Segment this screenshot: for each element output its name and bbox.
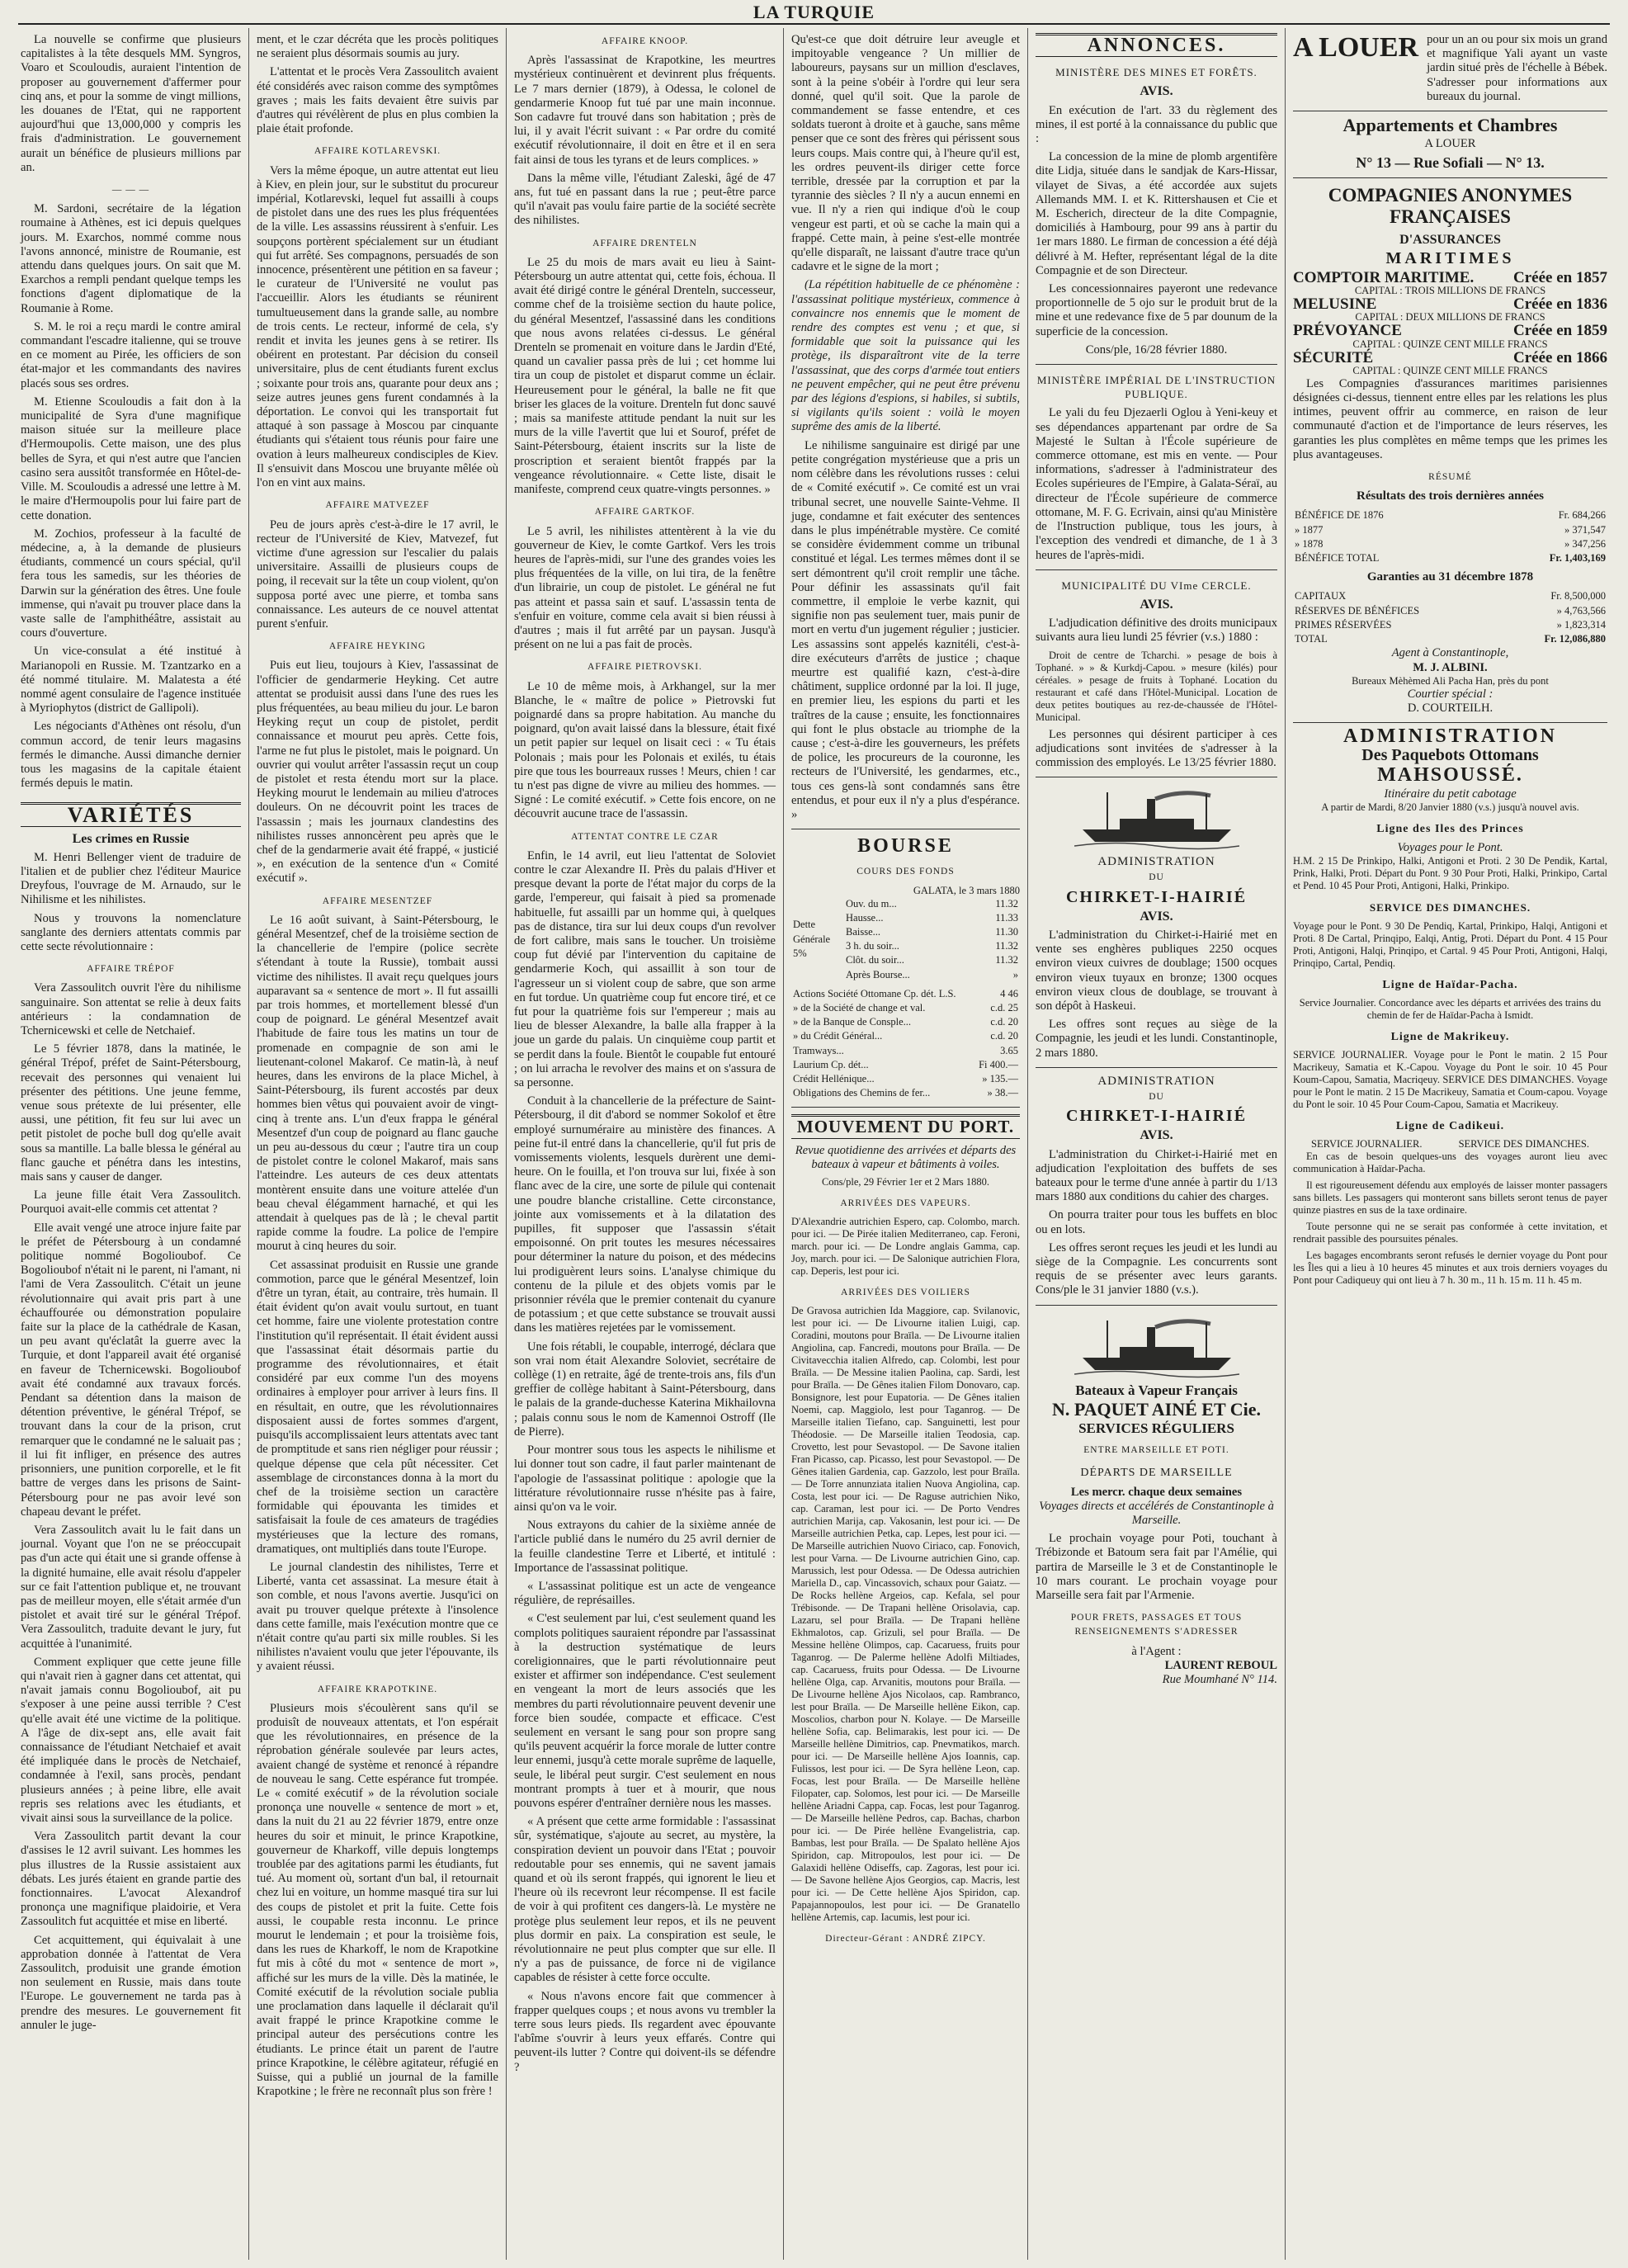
article-paragraph: Nous extrayons du cahier de la sixième année de l'article publié dans le numéro du 25 avril dernier de la feuille clandestine Terre et Liberté, et intitulé : Importance de l'assassinat politique. (514, 1519, 776, 1575)
table-row: » de la Banque de Consple... c.d. 20 (793, 1016, 1018, 1028)
table-row: Hausse... 11.33 (846, 911, 1018, 924)
subheading: AFFAIRE PIETROVSKI. (587, 662, 702, 673)
ad-admin: ADMINISTRATION (1097, 855, 1215, 869)
subheading: ARRIVÉES DES VOILIERS (841, 1288, 970, 1298)
article-paragraph: Le 16 août suivant, à Saint-Pétersbourg, le général Mesentzef, chef de la troisième section de la chancellerie de l'empire (police secrète s'étendant à toute la Russie), tombait aussi victime des nihilistes. Il avait reçu quelques jours auparavant sa « sentence de mort ». Il fut assailli par trois hommes, et mortellement blessé d'un coup de poignard. Le général Mesentzef avait l'habitude de faire tous les matins un tour de promenade en compagnie de son ami le lieutenant-colonel Makarof. Ce matin-là, à neuf heures, dans les environs de la place Michel, à Saint-Pétersbourg, ils furent accostés par deux hommes bien vêtus qui pouvaient avoir de vingt-cinq à trente ans. L'un d'eux frappa le général Mesentzef d'un coup de poignard au flanc gauche un peu au-dessous du cœur ; l'autre tira un coup de pistolet contre le colonel Makarof, mais sans l'atteindre. Les auteurs de ces deux attentats montèrent ensuite dans une voiture attelée d'un beau cheval élégamment harnaché, et qui les attendait à quelques pas de là ; le cheval partit rapide comme la foudre. La police de l'empire mourut à cinq heures du soir. (257, 913, 498, 1254)
table-row: PRIMES RÉSERVÉES » 1,823,314 (1295, 618, 1606, 631)
line-heading: Ligne de Makrikeuy. (1390, 1030, 1510, 1043)
columns (13, 28, 1615, 2260)
article-paragraph: La jeune fille était Vera Zassoulitch. Pourquoi avait-elle commis cet attentat ? (21, 1188, 241, 1217)
article-paragraph: Plusieurs mois s'écoulèrent sans qu'il se produisît de nouveaux attentats, et l'on espérait que les révolutionnaires, en présence de la réprobation générale soulevée par leurs actes, avaient changé de système et renoncé à répandre de nouveau le sang. Cette espérance fut trompée. Le « comité exécutif » de la révolution sociale prononça une nouvelle « sentence de mort » et, dans la nuit du 21 au 22 février 1879, entre onze heures du soir et minuit, le prince Krapotkine, gouverneur de Kharkoff, ville depuis longtemps troublée par des agitations parmi les étudiants, fut tué. Au moment où, sortant d'un bal, il retournait chez lui en voiture, un homme masqué tira sur lui des coups de pistolet et prit la fuite. Cette fois aussi, le coupable resta inconnu. Le prince mourut le lendemain ; et pour la troisième fois, dans les rues de Kharkoff, le nom de Krapotkine fut mis à côté du mot « sentence de mort », affiché sur les murs de la ville. Dès la matinée, le Comité exécutif de la révolution sociale publia une proclamation dans laquelle il déclarait qu'il avait frappé le prince Krapotkine comme le principal auteur des persécutions contre les étudiants. Le prince était un parent de l'autre prince Krapotkine, le célèbre agitateur, réfugié en Suisse, qui a publié un journal de la famille Krapotkine ; le frère ne reconnaît plus son frère ! (257, 1701, 498, 2099)
table-row: Clôt. du soir... 11.32 (846, 954, 1018, 966)
ad-admin: ADMINISTRATION (1343, 725, 1557, 748)
list-item: COMPTOIR MARITIME. Créée en 1857 (1293, 269, 1607, 287)
article-paragraph: Cet assassinat produisit en Russie une grande commotion, parce que le général Mesentzef, loin d'être un tyran, était, au contraire, très humain. Il était évident qu'on avait voulu surtout, en tuant cet homme, faire une violente protestation contre l'institution qu'il représentait. Il était évident aussi que l'assassinat était désormais partie du programme des révolutionnaires, et était considéré par eux comme l'un des moyens ordinaires à employer pour arriver à leurs fins. Il en résultait, en outre, que les révolutionnaires disposaient aussi de fortes sommes d'argent, puisqu'ils accomplissaient leurs attentats avec tant de promptitude et sans rien négliger pour réussir ; quelque dépense que cela pût nécessiter. Cet assemblage de circonstances donna à la mort du chef de la troisième section un caractère formidable qui épouvanta les timides et satisfaisait la foule de ces amateurs de tragédies mystérieuses que la lecture des romans, dramatiques, ont multipliés dans toute l'Europe. (257, 1258, 498, 1556)
ad-date: Cons/ple, 16/28 février 1880. (1085, 343, 1228, 357)
article-paragraph: ment, et le czar décréta que les procès politiques ne seraient plus désormais soumis au jury. (257, 33, 498, 61)
article-paragraph: Qu'est-ce que doit détruire leur aveugle et impitoyable vengeance ? Un millier de laboureurs, paysans sur un million d'esclaves, sont à la peine s'obéir à l'ordre qui leur sera donné, quel qu'il soit. Que la parole de commandement se fasse entendre, et ces soldats tueront à droite et à gauche, sans même penser que ce sont des frères qui périssent sous leurs coups. Mais contre qui, à l'heure qu'il est, les ordres peuvent-ils diriger cette force terrible, dressée par la corruption et par la tyrannie des siècles ? Il n'y a aucun ennemi en vue. Il n'y a rien qui indique d'où le coup vengeur est parti, et où se cache la main qui a frappé. Cette main, à peine s'est-elle montrée qu'elle disparaît, ne laissant d'autre trace qu'un cadavre et le signe de la mort ; (791, 33, 1020, 274)
ad-company: MAHSOUSSÉ. (1377, 763, 1523, 786)
table-row: » 1878 » 347,256 (1295, 537, 1606, 550)
table-row: Après Bourse... » (846, 968, 1018, 980)
bourse-title: BOURSE (857, 835, 954, 858)
column-1: La nouvelle se confirme que plusieurs capitalistes à la tête desquels MM. Syngros, Voaro et Scouloudis, auraient l'intention de proposer au gouvernement d'affermer pour cinq ans, et pour la somme de vingt millions, les douanes de l'Etat, qui ne rapportent aujourd'hui que 13,000,000 y compris les frais d'administration. Le gouvernement aurait un bénéfice de plusieurs millions par an. — — — M. Sardoni, secrétaire de la légation roumaine à Athènes, est ici depuis quelques jours. M. Exarchos, nommé comme nous l'avons annoncé, ministre de Roumanie, est attendu dans quelques jours. On sait que M. Exarchos a rempli pendant quelque temps les fonctions d'agent diplomatique de la Roumanie à Rome. S. M. le roi a reçu mardi le contre amiral commandant l'escadre italienne, qui se trouve en ce moment au Pirée, les officiers de son état-major et les commandants des navires placés sous ses ordres. M. Etienne Scouloudis a fait don à la municipalité de Syra d'une magnifique maison située sur la meilleure place d'Hermoupolis. Cette maison, une des plus belles de Syra, et qui n'est autre que l'ancien casino sera aussitôt transformée en Hôtel-de-Ville. M. Scouloudis a adressé une lettre à M. le maire d'Hermoupolis pour lui faire part de cette donation. M. Zochios, professeur à la faculté de médecine, a, à la demande de plusieurs étudiants, commencé un cours spécial, qu'il fera tous les samedis, sur les théories de Darwin sur la génération des êtres. Une foule immense, qui n'avait pu trouver place dans la vaste salle de l'amphithéâtre, assistait au cours d'ouverture. Un vice-consulat a été institué à Marianopoli en Russie. M. Tzantzarko en a été nommé titulaire. M. Malatesta a été nommé agent consulaire de l'agence instituée à Myriophytos (district de Gallipoli). Les négociants d'Athènes ont résolu, d'un commun accord, de tenir leurs magasins fermés le dimanche. Aussi dimanche dernier tous les magasins de la capitale étaient fermés depuis le matin. VARIÉTÉS Les crimes en Russie M. Henri Bellenger vient de traduire de l'italien et de publier chez l'éditeur Maurice Dreyfous, l'ouvrage de M. Arnaudo, sur le Nihilisme et les nihilistes. Nous y trouvons la nomenclature sanglante des derniers attentats commis par cette secte révolutionnaire : AFFAIRE TRÉPOF Vera Zassoulitch ouvrit l'ère du nihilisme sanguinaire. Son attentat se relie à deux faits antérieurs : la condamnation de Tchernicewski et celle de Netchaief. Le 5 février 1878, dans la matinée, le général Trépof, préfet de Saint-Pétersbourg, recevait des personnes qui venaient lui présenter des pétitions. Une jeune femme, venue sous prétexte de lui présenter, elle aussi, une pétition, fit feu sur lui avec un petit pistolet de poche bull dog qu'elle avait sous sa mantille. La balle blessa le général au flanc gauche et pénétra dans les intestins, mais sans y causer de danger. La jeune fille était Vera Zassoulitch. Pourquoi avait-elle commis cet attentat ? Elle avait vengé une atroce injure faite par le préfet de Pétersbourg à un condamné politique nommé Bogolioubof. Ce Bogolioubof n'était ni le parent, ni l'amant, ni l'ami de Vera Zassoulitch. C'était un jeune révolutionnaire qui avait pris part à une échauffourée ou démonstration populaire faite sur la place de la cathédrale de Kasan, un peu avant qu'éclatât la guerre avec la Turquie, et dont l'appareil avait été organisé en faveur de Tchernicewski. Bogolioubof avait été condamné aux travaux forcés. Pendant sa détention dans la maison de détention préventive, le général Trépof, se trouvant dans la cour de la prison, crut remarquer que le condamné ne le saluait pas ; il lui fit infliger, en présence des autres prisonniers, une punition corporelle, et le fit battre de verges dans les prisons de Saint-Pétersbourg pour ne pas avoir levé son chapeau devant le préfet. Vera Zassoulitch avait lu le fait dans un journal. Voyant que l'on ne se préoccupait pas d'un acte qui était une si grande offense à la dignité humaine, elle avait résolu d'appeler sur ce fait l'attention publique et, ne trouvant pas de meilleur moyen, elle s'était armée d'un pistolet et avait tiré sur le général Trépof. Vera Zassoulitch, traduite devant le jury, fut acquittée à l'unanimité. Comment expliquer que cette jeune fille qui n'avait rien à gagner dans cet attentat, qui n'avait jamais connu Bogolioubof, ait pu s'exposer à une peine aussi terrible ? C'est qu'elle avait été une victime de la politique. A l'âge de dix-sept ans, elle avait fait connaissance de l'étudiant Netchaief et avait été impliquée dans le procès de Netchaief, condamnée à l'exil, sans procès, pendant plusieurs années ; à peine libre, elle avait repris ses relations avec les étudiants, et vivait ainsi sous la surveillance de la police. Vera Zassoulitch partit devant la cour d'assises le 12 avril suivant. Les hommes les plus illustres de la Russie assistaient aux débats. Les jurés étaient en grande partie des fonctionnaires. L'avocat Alexandrof prononça une magnifique plaidoirie, et Vera Zassoulitch fut acquittée et mise en liberté. Cet acquittement, qui équivalait à une approbation donnée à l'attentat de Vera Zassoulitch, produisit une grande émotion non seulement en Russie, mais dans toute l'Europe. Le gouvernement ne tarda pas à prendre des mesures. Le gouvernement fit annuler le juge- (13, 28, 249, 2260)
news-paragraph: M. Zochios, professeur à la faculté de médecine, a, à la demande de plusieurs étudiants, commencé un cours spécial, qu'il fera tous les samedis, sur les théories de Darwin sur la génération des êtres. Une foule immense, qui n'avait pu trouver place dans la vaste salle de l'amphithéâtre, assistait au cours d'ouverture. (21, 527, 241, 640)
subheading: AFFAIRE KNOOP. (601, 36, 689, 46)
article-paragraph: (La répétition habituelle de ce phénomène : l'assassinat politique mystérieux, commence à convaincre nos ennemis que le moment de rendre des comptes est venu ; et que, si formidable que soit la puissance qui les protège, ils disparaîtront vite de la terre l'assassinat, que des corps d'armée tout entiers ne peuvent empêcher, qui ne peut être prévenu par des légions d'espions, si habiles, si subtils, si vigilants qu'ils soient : voilà le moyen suprême des amis de la liberté. (791, 278, 1020, 434)
article-paragraph: Le journal clandestin des nihilistes, Terre et Liberté, vanta cet assassinat. La mesure était à son comble, et nous l'avons avertie. Jusqu'ici on avait pu trouver quelque prétexte à l'insolence dans cette famille, mais l'exécution montre que ce n'était contre qu'au parti six mille roubles. Si les nihilistes n'avaient voulu que jeter l'épouvante, ils y avaient réussi. (257, 1560, 498, 1674)
list-item: SÉCURITÉ Créée en 1866 (1293, 348, 1607, 366)
subheading: ATTENTAT CONTRE LE CZAR (571, 831, 719, 842)
masthead: LA TURQUIE (753, 2, 875, 22)
list-item: MELUSINE Créée en 1836 (1293, 295, 1607, 314)
table-row: BÉNÉFICE TOTAL Fr. 1,403,169 (1295, 552, 1606, 565)
ad-paragraph: On pourra traiter pour tous les buffets en bloc ou en lots. (1036, 1208, 1277, 1236)
companies-list: COMPTOIR MARITIME. Créée en 1857 CAPITAL : TROIS MILLIONS DE FRANCS MELUSINE Créée en 1836 CAPITAL : DEUX MILLIONS DE FRANCS PRÉVOYANCE Créée en 1859 CAPITAL : QUINZE CENT MILLE FRANCS SÉCURITÉ Créée en 1866 CAPITAL : QUINZE CENT MILLE FRANCS (1293, 269, 1607, 376)
steamship-icon (1074, 784, 1239, 850)
article-paragraph: Vera Zassoulitch avait lu le fait dans un journal. Voyant que l'on ne se préoccupait pas d'un acte qui était une si grande offense à la dignité humaine, elle avait résolu d'appeler sur ce fait l'attention publique et, ne trouvant pas de meilleur moyen, elle s'était armée d'un pistolet et avait tiré sur le général Trépof. Vera Zassoulitch, traduite devant le jury, fut acquittée à l'unanimité. (21, 1523, 241, 1651)
ad-paragraph: Les concessionnaires payeront une redevance proportionnelle de 5 ojo sur le produit brut de la mine et une redevance fixe de 5 par dounum de la superficie de la concession. (1036, 282, 1277, 338)
avis-label: AVIS. (1140, 597, 1173, 612)
list-item: PRÉVOYANCE Créée en 1859 (1293, 322, 1607, 340)
ad-company: CHIRKET-I-HAIRIÉ (1065, 1107, 1248, 1126)
column-6: A LOUER pour un an ou pour six mois un grand et magnifique Yali ayant un vaste jardin situé près de l'échelle à Bébek. S'adresser pour informations aux bureaux du journal. Appartements et Chambres A LOUER N° 13 — Rue Sofiali — N° 13. COMPAGNIES ANONYMES FRANÇAISES D'ASSURANCES MARITIMES COMPTOIR MARITIME. Créée en 1857 CAPITAL : TROIS MILLIONS DE FRANCS MELUSINE Créée en 1836 CAPITAL : DEUX MILLIONS DE FRANCS PRÉVOYANCE Créée en 1859 CAPITAL : QUINZE CENT MILLE FRANCS SÉCURITÉ Créée en 1866 CAPITAL : QUINZE CENT MILLE FRANCS Les Compagnies d'assurances maritimes parisiennes désignées ci-dessus, tiennent entre elles par les relations les plus intimes, peuvent offrir au commerce, en raison de leur communauté d'action et de l'importance de leurs réserves, les garanties les plus complètes en même temps que les primes les plus avantageuses. RÉSUMÉ Résultats des trois dernières années BÉNÉFICE DE 1876 Fr. 684,266 » 1877 » 371,547 » 1878 » 347,256 BÉNÉFICE TOTAL Fr. 1,403,169 Garanties au 31 décembre 1878 CAPITAUX Fr. 8,500,000 RÉSERVES DE BÉNÉFICES » 4,763,566 PRIMES RÉSERVÉES » 1,823,314 TOTAL Fr. 12,086,880 Agent à Constantinople, M. J. ALBINI. Bureaux Mèhèmed Ali Pacha Han, près du pont Courtier spécial : D. COURTEILH. ADMINISTRATION Des Paquebots Ottomans MAHSOUSSÉ. Itinéraire du petit cabotage A partir de Mardi, 8/20 Janvier 1880 (v.s.) jusqu'à nouvel avis. Ligne des Iles des Princes Voyages pour le Pont. H.M. 2 15 De Prinkipo, Halki, Antigoni et Proti. 2 30 De Pendik, Kartal, Prink, Halki, Proti. Départ du Pont. 9 30 Pour Proti, Halki, Prinkipo, Cartal et Pend. 10 45 Pour Proti, Antigoni, Halki, Prinkipo. SERVICE DES DIMANCHES. Voyage pour le Pont. 9 30 De Pendiq, Kartal, Prinkipo, Halqi, Antigoni et Proti. 8 De Cartal, Prinqipo, Ealqi, Antig, Proti. Départ du Pont. 4 15 Pour Proti, Antigoni, Halqi, Prinqipo, et Cartal. 9 45 Pour Proti, Antigoni, Halqi, Prinqipo, Cartal, Pendiq. Ligne de Haïdar-Pacha. Service Journalier. Concordance avec les départs et arrivées des trains du chemin de fer de Haïdar-Pacha à Ismidt. Ligne de Makrikeuy. SERVICE JOURNALIER. Voyage pour le Pont le matin. 2 15 Pour Macrikeuy, Samatia et K.-Capou. Voyage du Pont le soir. 10 45 Pour Koum-Capou, Samatia, Macriqeuy. SERVICE DES DIMANCHES. Voyage pour le Pont le matin. 2 15 De Macrikeuy, Samatia et Coum-capou. Voyage du Pont le soir. 10 45 Pour Coum-Capou, Samatia et Macrikeuy. Ligne de Cadikeui. SERVICE JOURNALIER. SERVICE DES DIMANCHES. En cas de besoin quelques-uns des voyages auront lieu avec communication à Haïdar-Pacha. Il est rigoureusement défendu aux employés de laisser monter passagers sans billets. Les passagers qui monteront sans billets seront tenus de payer quinze piastres en sus de la taxe ordinaire. Toute personne qui ne se serait pas conformée à cette invitation, et rendrait passible des poursuites pénales. Les bagages encombrants seront refusés le dernier voyage du Pont pour les Îles qui a lieu à 10 heures 45 minutes et aux trois derniers voyages du Pont pour Cadiqueuy qui ont lieu à 7 h. 30 m., 11 h. 15 m. 11 h. 45 m. (1293, 32, 1607, 1287)
article-paragraph: Enfin, le 14 avril, eut lieu l'attentat de Soloviet contre le czar Alexandre II. Près du palais d'Hiver et presque devant la porte de l'état major du corps de la garde, l'empereur, qui faisait à pied sa promenade habituelle, fut assailli par un homme qui, à quelques pas de distance, tira sur lui deux coups d'un revolver de fort calibre, mais sans le toucher. Un troisième coup fut dévié par l'intervention du capitaine de gendarmerie Koch, qui assaillit à son tour de l'agresseur un si violent coup de sabre, que son arme en fut tordue. Un quatrième coup fut encore tiré, et ce fut pour la quatrième fois sur l'empereur ; mais au lieu de blesser Alexandre, la balle alla frapper à la joue un garde du palais. Un cinquième coup partit et se perdit dans la foule. Bientôt le coupable fut entouré ; on lui arracha le revolver des mains et on s'assura de sa personne. (514, 848, 776, 1090)
article-paragraph: Le 10 de même mois, à Arkhangel, sur la mer Blanche, le « maître de police » Pietrovski fut poignardé dans sa propre habitation. Au manche du poignard, qu'on avait laissé dans la blessure, était fixé un petit papier sur lequel on lisait ceci : « Tu étais Polonais ; mais pour les Polonais et exilés, tu étais pire que tous les bourreaux russes ! Meurs, chien ! car tu n'est pas digne de vivre au milieu des hommes. — Signé : Le comité exécutif. » Cette fois encore, on ne découvrit aucune trace de l'assassin. (514, 679, 776, 821)
ad-paragraph: Les offres sont reçues au siège de la Compagnie, les jeudi et les lundi. Constantinople, 2 mars 1880. (1036, 1018, 1277, 1060)
table-row: » de la Société de change et val. c.d. 25 (793, 1002, 1018, 1014)
subheading: AFFAIRE DRENTELN (592, 238, 697, 248)
news-paragraph: S. M. le roi a reçu mardi le contre amiral commandant l'escadre italienne, qui se trouve en ce moment au Pirée, les officiers de son état-major et les commandants des navires placés sous ses ordres. (21, 319, 241, 390)
avis-label: AVIS. (1140, 1128, 1173, 1143)
subheading: AFFAIRE HEYKING (328, 641, 427, 652)
article-paragraph: « C'est seulement par lui, c'est seulement quand les complots politiques sauraient répondre par l'assassinat à la destruction systématique de leurs coreligionnaires, que le parti révolutionnaire peut exister et affirmer son indépendance. C'est seulement en vengeant la mort de leurs associés que les membres du parti révolutionnaire peuvent devenir une force bien soudée, compacte et efficace. C'est seulement en versant le sang pour son propre sang qu'ils peuvent acquérir la force morale de lutter contre leur ennemi, jusqu'à cette morale suprême de laquelle, seule, le libéral peut surgir. C'est seulement en nous montrant prompts à tuer et à mourir, que nous pouvons espérer d'entraîner dernière nous les masses. (514, 1612, 776, 1810)
voiliers-list: De Gravosa autrichien Ida Maggiore, cap. Svilanovic, lest pour ici. — De Livourne italien Luigi, cap. Coradini, moutons pour Braïla. — De Livourne italien Angiolina, cap. Fancredi, moutons pour Braïla. — De Civitavecchia italien Alfredo, cap. Colombi, lest pour Braïla. — De Messine italien Paolina, cap. Sardi, lest pour Braïla. — De Gênes italien Filom Donovaro, cap. Bonsignore, lest pour Eupatoria. — De Gênes italien Noemi, cap. Maggiolo, lest pour Taganrog. — De Marseille italien Tiefano, cap. Sanguinetti, lest pour Théodosie. — De Marseille italien Teodosia, cap. Crovetto, lest pour Sevastopol. — De Savone italien Fran Picasso, cap. Picasso, lest pour Sevastopol. — De Gênes italien Gardenia, cap. Gazzolo, lest pour Braïla. — De Torre annunziata italien Nuova Angiolina, cap. Costa, lest pour ici. — De Raguse autrichien Niko, cap. Caraman, lest pour ici. — De Porto Vendres autrichien Marija, cap. Vakosanin, lest pour ici. — De Marseille autrichien Petka, cap. Lepes, lest pour ici. — De Marseille autrichien Nuovo Ciriaco, cap. Fonovich, lest pour Varna. — De Livourne autrichien Gino, cap. Marussich, lest pour Odessa. — De Odessa autrichien Mariella D., cap. Vincassovich, schaux pour Gaiatz. — De Rocks hellène Argeios, cap. Kefala, sel pour Trébisonde. — De Trapani hellène Orisolavia, cap. Lazaru, sel pour Braïla. — De Trapani hellène Ekhmalotos, cap. Grizuli, sel pour Braïla. — De Messine hellène Olimpos, cap. Cacaruess, fruits pour Taganrog. — De Palerme hellène Adolfi Miltiades, cap. Cacaruess, fruits pour Odessa. — De Livourne hellène Olga, cap. Arvanitis, moutons pour Braïla. — De Livourne hellène Ajos Nicolaos, cap. Rambranco, lest pour Braïla. — De Marseille hellène Eikon, cap. Moscolios, charbon pour N. Kolaye. — De Marseille hellène Sofia, cap. Belimarakis, lest pour ici. — De Marseille hellène Dimitrios, cap. Pnevmatikos, march. pour ici. — De Marseille hellène Ajos Ioannis, cap. Fulissos, lest pour ici. — De Syra hellène Leon, cap. Focas, lest pour Braïla. — De Marseille hellène Filopater, cap. Solomos, lest pour ici. — De Marseille hellène Ariadni Cappa, cap. Focas, lest pour Taganrog. — De Marseille hellène Pedros, cap. Bachas, charbon pour ici. — De Pirée hellène Evangelistria, cap. Bambas, lest pour Braïla. — De Spalato hellène Ajos Spiridon, cap. Mitropoulos, lest pour ici. — De Galaxidi hellène Odiseffs, cap. Zagoras, lest pour ici. — De Savone hellène Ajos Georgios, cap. Macris, lest pour ici. — De Cette hellène Ajos Spiridon, cap. Papajannopoulos, lest pour ici. — De Granatello hellène Artemis, cap. Iacumis, lest pour ici. (791, 1305, 1020, 1924)
article-paragraph: Cet acquittement, qui équivalait à une approbation donnée à l'attentat de Vera Zassoulitch, produisit une grande émotion non seulement en Russie, mais dans toute l'Europe. Le gouvernement ne tarda pas à prendre des mesures. Le gouvernement fit annuler le juge- (21, 1933, 241, 2032)
ad-paragraph: L'administration du Chirket-i-Hairié met en adjudication l'exploitation des buffets de ses bateaux pour le terme d'une année à partir du 1/13 mars 1880 aux conditions du cahier des charges. (1036, 1147, 1277, 1204)
table-row: Crédit Hellénique... » 135.— (793, 1073, 1018, 1085)
ad-company: N. PAQUET AINÉ ET Cie. (1051, 1398, 1262, 1420)
table-row: Actions Société Ottomane Cp. dét. L.S. 4 46 (793, 987, 1018, 999)
garanties-table (1293, 589, 1607, 646)
mouvement-date: Cons/ple, 29 Février 1er et 2 Mars 1880. (821, 1176, 990, 1188)
article-paragraph: Comment expliquer que cette jeune fille qui n'avait rien à gagner dans cet attentat, qui n'avait jamais connu Bogolioubof, ait pu s'exposer à une peine aussi terrible ? C'est qu'elle avait été une victime de la politique. A l'âge de dix-sept ans, elle avait fait connaissance de l'étudiant Netchaief et avait été impliquée dans le procès de Netchaief, condamnée à l'exil, sans procès, pendant plusieurs années ; à peine libre, elle avait repris ses relations avec les étudiants, et vivait ainsi sous la surveillance de la police. (21, 1655, 241, 1825)
masthead-rule (18, 23, 1610, 25)
table-row: Laurium Cp. dét... Fi 400.— (793, 1058, 1018, 1070)
ad-title: Bateaux à Vapeur Français (1075, 1382, 1238, 1398)
line-heading: Ligne des Iles des Princes (1376, 822, 1524, 835)
dette-label: Dette Générale 5% (793, 919, 831, 959)
ad-paragraph: Le prochain voyage pour Poti, touchant à Trébizonde et Batoum sera fait par l'Amélie, qui partira de Marseille le 3 et de Constantinople le 10 mars courant. Le prochain voyage pour Marseille sera fait par l'Armenie. (1036, 1532, 1277, 1603)
gerant-line: Directeur-Gérant : ANDRÉ ZIPCY. (825, 1934, 986, 1944)
ad-paragraph: Les Compagnies d'assurances maritimes parisiennes désignées ci-dessus, tiennent entre elles par les relations les plus intimes, peuvent offrir au commerce, en raison de leur communauté d'action et de l'importance de leurs réserves, les garanties les plus complètes en même temps que les primes les plus avantageuses. (1293, 376, 1607, 461)
table-row: RÉSERVES DE BÉNÉFICES » 4,763,566 (1295, 604, 1606, 617)
article-paragraph: « L'assassinat politique est un acte de vengeance régulière, de représailles. (514, 1579, 776, 1608)
table-row: Obligations des Chemins de fer... » 38.— (793, 1087, 1018, 1099)
table-row: CAPITAUX Fr. 8,500,000 (1295, 590, 1606, 602)
mouvement-title: MOUVEMENT DU PORT. (791, 1114, 1020, 1138)
article-paragraph: Pour montrer sous tous les aspects le nihilisme et lui donner tout son cadre, il faut parler maintenant de l'apologie de l'assassinat politique : apologie que la littérature révolutionnaire russe n'hésite pas à faire, ainsi qu'on va le voir. (514, 1443, 776, 1514)
ad-paragraph: Droit de centre de Tcharchi. » pesage de bois à Tophané. » » & Kurkdj-Capou. » mesure (kilés) pour céréales. » pesage de fruits à Tophané. Location du restaurant et café dans l'Hôtel-Municipal. Location de deux petites boutiques au rez-de-chaussée de l'Hôtel-Municipal. (1036, 649, 1277, 723)
column-4 (784, 28, 1028, 2260)
article-paragraph: Peu de jours après c'est-à-dire le 17 avril, le recteur de l'Université de Kiev, Matvezef, fut victime d'une agression sur l'escalier du palais universitaire. Assailli de plusieurs coups de poing, il recevait sur la tête un coup violent, qu'on supposa porté avec une pierre, et tomba sans connaissance. Les auteurs de ce nouvel attentat purent s'enfuir. (257, 517, 498, 631)
ad-heading: MUNICIPALITÉ DU VIme CERCLE. (1061, 579, 1252, 592)
subheading: AFFAIRE KRAPOTKINE. (317, 1684, 438, 1694)
article-paragraph: M. Henri Bellenger vient de traduire de l'italien et de publier chez l'éditeur Maurice Dreyfous, l'ouvrage de M. Arnaudo, sur le Nihilisme et les nihilistes. (21, 850, 241, 907)
article-paragraph: Une fois rétabli, le coupable, interrogé, déclara que son vrai nom était Alexandre Soloviet, secrétaire de collège (1) en retraite, âgé de trente-trois ans, fils d'un greffier de collège habitant à Saint-Pétersbourg, dans le palais de la grande-duchesse Katerina Mikhailovna ; palais connu sous le nom de Kamennoi Ostroff (Ile de Pierre). (514, 1340, 776, 1439)
article-paragraph: « A présent que cette arme formidable : l'assassinat sûr, systématique, s'ajoute au secret, au mystère, la conspiration devient un pouvoir dans l'Etat ; pouvoir redoutable pour ses ennemis, qui ne savent jamais quand et où ils seront frappés, qui ignorent le lieu et l'heure où ils recevront leur récompense. Il est facile de voir à qui profitent ces dangers-là. Le mystère ne protège plus seulement leur repos, et ils ne peuvent plus dormir en paix. La conspiration est seule, le révolutionnaire ne peut plus compter que sur elle. Il n'y a pas de puissance, de force ni de vigilance capables de résister à cette force occulte. (514, 1815, 776, 1985)
article-paragraph: Dans la même ville, l'étudiant Zaleski, âgé de 47 ans, fut tué en passant dans la rue ; peut-être parce qu'il n'avait pas voulu faire partie de la société secrète des nihilistes. (514, 171, 776, 228)
article-title: Les crimes en Russie (72, 831, 190, 846)
ad-heading: MINISTÈRE DES MINES ET FORÊTS. (1055, 66, 1258, 79)
article-paragraph: Le 25 du mois de mars avait eu lieu à Saint-Pétersbourg un autre attentat qui, cette fois, échoua. Il avait été dirigé contre le général Drenteln, successeur, comme chef de la troisième section du haute police, du général Mesentzef, l'assassiné dans les conditions que nous avons relatées ci-dessus. Le général Drenteln se promenait en voiture dans le Jardin d'Eté, quand un cavalier passa près de lui ; cet homme lui tira un coup de pistolet et disparut comme un éclair. Heureusement pour le général, la balle ne fit que briser les glaces de la voiture. Drenteln fut donc sauvé ; mais sa manifeste attitude pendant la nuit sur les murs de la ville l'avertit que lui et Sourof, préfet de Saint-Pétersbourg, étaient inscrits sur la liste de proscription et seraient bientôt frappés par la vengeance révolutionnaire. « Cette liste, disait le manifeste, comprend ceux quatre-vingts personnes. » (514, 255, 776, 497)
column-5: ANNONCES. MINISTÈRE DES MINES ET FORÊTS. AVIS. En exécution de l'art. 33 du règlement des mines, il est porté à la connaissance du public que : La concession de la mine de plomb argentifère dite Lidja, située dans le sandjak de Kars-Hissar, vilayet de Sivas, a été accordée aux sujets Allemands MM. I. et K. Rittershausen et Cie et M. Escherich, directeur de la dite Compagnie, domiciliés à Hambourg, pour 99 ans à partir du 1er mars 1880. Le firman de concession a été déjà délivré à M. Hefter, représentant légal de la dite Compagnie et de son Directeur. Les concessionnaires payeront une redevance proportionnelle de 5 ojo sur le produit brut de la mine et une redevance fixe de 5 par dounum de la superficie de la concession. Cons/ple, 16/28 février 1880. MINISTÈRE IMPÉRIAL DE L'INSTRUCTION PUBLIQUE. Le yali du feu Djezaerli Oglou à Yeni-keuy et ses dépendances appartenant par ordre de Sa Majesté le Sultan à l'École supérieure de commerce ottomane, est mis en vente. — Pour informations, s'adresser à l'administrateur des Ecoles supérieures de l'Empire, à Galata-Séraï, au directeur de l'École supérieure de commerce ottomane, M. F. G. Ecrivain, ainsi qu'au Ministère de l'Instruction publique, tous les jours, à l'exception des vendredi et dimanche, de 1 à 3 heures de l'après-midi. MUNICIPALITÉ DU VIme CERCLE. AVIS. L'adjudication définitive des droits municipaux suivants aura lieu lundi 25 février (v.s.) 1880 : Droit de centre de Tcharchi. » pesage de bois à Tophané. » » & Kurkdj-Capou. » mesure (kilés) pour céréales. » pesage de fruits à Tophané. Location du restaurant et café dans l'Hôtel-Municipal. Location de deux petites boutiques au rez-de-chaussée de l'Hôtel-Municipal. Les personnes qui désirent participer à ces adjudications sont invitées de s'adresser à la commission des employés. Le 13/25 février 1880. ADMINISTRATION DU CHIRKET-I-HAIRIÉ AVIS. L'administration du Chirket-i-Hairié met en vente ses enghères publiques 2250 ocques environ vieux cuivres de doublage; 1500 ocques environ vieux tuyaux en bronze; 1300 ocques environ vieux clous de doublage, se trouvant à son dépôt à Haskeui. Les offres sont reçues au siège de la Compagnie, les jeudi et les lundi. Constantinople, 2 mars 1880. ADMINISTRATION DU CHIRKET-I-HAIRIÉ AVIS. L'administration du Chirket-i-Hairié met en adjudication l'exploitation des buffets de ses bateaux pour le terme d'une année à partir du 1/13 mars 1880 aux conditions du cahier des charges. On pourra traiter pour tous les buffets en bloc ou en lots. Les offres seront reçues les jeudi et les lundi au siège de la Compagnie. Les concurrents sont requis de se présenter avec leurs garants. Cons/ple le 31 janvier 1880 (v.s.). Bateaux à Vapeur Français N. PAQUET AINÉ ET Cie. SERVICES RÉGULIERS ENTRE MARSEILLE ET POTI. DÉPARTS DE MARSEILLE Les mercr. chaque deux semaines Voyages directs et accélérés de Constantinople à Marseille. Le prochain voyage pour Poti, touchant à Trébizonde et Batoum sera fait par l'Amélie, qui partira de Marseille le 3 et de Constantinople le 10 mars courant. Le prochain voyage pour Marseille sera fait par l'Armenie. POUR FRETS, PASSAGES ET TOUS RENSEIGNEMENTS S'ADRESSER à l'Agent : LAURENT REBOUL Rue Moumhané N° 114. (1028, 28, 1286, 2260)
subheading: AFFAIRE MATVEZEF (325, 500, 430, 511)
table-row: BÉNÉFICE DE 1876 Fr. 684,266 (1295, 509, 1606, 522)
column-2 (249, 28, 507, 2260)
agent-name: LAURENT REBOUL (1164, 1658, 1277, 1672)
article-paragraph: Vera Zassoulitch ouvrit l'ère du nihilisme sanguinaire. Son attentat se relie à deux faits antérieurs : la condamnation de Tchernicewski et celle de Netchaief. (21, 981, 241, 1037)
subheading: AFFAIRE KOTLAREVSKI. (314, 146, 441, 157)
ad-paragraph: La concession de la mine de plomb argentifère dite Lidja, située dans le sandjak de Kars-Hissar, vilayet de Sivas, a été accordée aux sujets Allemands MM. I. et K. Rittershausen et Cie et M. Escherich, directeur de la dite Compagnie, domiciliés à Hambourg, pour 99 ans à partir du 1er mars 1880. Le firman de concession a été déjà délivré à M. Hefter, représentant légal de la dite Compagnie et de son Directeur. (1036, 150, 1277, 277)
article-paragraph: Vers la même époque, un autre attentat eut lieu à Kiev, en plein jour, sur le substitut du procureur impérial, Kotlarevski, lequel fut assailli à coups de pistolet dans une des rues les plus fréquentées de la ville. Les assassins réussirent à s'enfuir. Les soupçons portèrent spécialement sur un étudiant qui fut arrêté. Ses compagnons, persuadés de son innocence, présentèrent une pétition en sa faveur ; le curateur de l'Université ne voulut pas l'accueillir. Alors les étudiants se réunirent tumultueusement dans la grande salle, au nombre de trois cents. Le recteur, informé de cela, s'y rendit et invita les jeunes gens à se retirer. Ils obéirent en protestant. Par décision du conseil universitaire, plus de cent étudiants furent exclus ; soixante pour trois ans, quarante pour deux ans ; seize autres jeunes gens furent condamnés à la déportation. Le convoi qui les transportait fut attaqué à son passage à Moscou par cinquante étudiants qui s'étaient tous réunis pour faire une ovation à leurs malheureux condisciples de Kiev. Il s'ensuivit dans Moscou une bruyante mêlée où l'on en vint aux mains. (257, 163, 498, 490)
subheading: ARRIVÉES DES VAPEURS. (840, 1198, 971, 1209)
ad-paragraph: En exécution de l'art. 33 du règlement des mines, il est porté à la connaissance du public que : (1036, 103, 1277, 146)
table-row: Baisse... 11.30 (846, 925, 1018, 938)
section-title-varietes: VARIÉTÉS (21, 802, 241, 826)
article-paragraph: Nous y trouvons la nomenclature sanglante des derniers attentats commis par cette secte révolutionnaire : (21, 911, 241, 953)
bourse-subtitle: COURS DES FONDS (856, 867, 955, 877)
article-paragraph: Après l'assassinat de Krapotkine, les meurtres mystérieux continuèrent et devinrent plus fréquents. Le 7 mars dernier (1879), à Odessa, le colonel de gendarmerie Knoop fut tué par une main inconnue. Son cadavre fut trouvé dans son habitation ; près de lui, il y avait l'écrit suivant : « Par ordre du comité exécutif révolutionnaire, il doit en être et il en sera fait ainsi de tous les tyrans et de leurs complices. » (514, 54, 776, 167)
subheading: AFFAIRE TRÉPOF (87, 964, 175, 975)
ad-paragraph: L'adjudication définitive des droits municipaux suivants aura lieu lundi 25 février (v.s.) 1880 : (1036, 617, 1277, 645)
table-row: » 1877 » 371,547 (1295, 523, 1606, 536)
article-paragraph: Le 5 avril, les nihilistes attentèrent à la vie du gouverneur de Kiev, le comte Gartkof. Vers les trois heures de l'après-midi, sur l'une des grandes voies les plus fréquentées de la ville, on lui tira, de la fenêtre d'un librairie, un coup de pistolet. Le général ne fut pas atteint et passa sain et sauf. L'assassin tenta de s'enfuir en voiture, comme cela avait si bien réussi à d'autres ; mais il fut arrêté par un paysan. Jusqu'à présent on ne lui a pas fait de procès. (514, 524, 776, 652)
ad-title: Appartements et Chambres (1343, 115, 1558, 136)
news-paragraph: M. Sardoni, secrétaire de la légation roumaine à Athènes, est ici depuis quelques jours. M. Exarchos, nommé comme nous l'avons annoncé, ministre de Roumanie, est attendu dans quelques jours. On sait que M. Exarchos a rempli pendant quelque temps les fonctions d'agent diplomatique de la Roumanie à Rome. (21, 202, 241, 315)
bourse-date: GALATA, le 3 mars 1880 (913, 884, 1020, 896)
table-row: Tramways... 3.65 (793, 1044, 1018, 1056)
ad-a-louer: A LOUER pour un an ou pour six mois un grand et magnifique Yali ayant un vaste jardin situé près de l'échelle à Bébek. S'adresser pour informations aux bureaux du journal. (1293, 32, 1607, 103)
news-paragraph: M. Etienne Scouloudis a fait don à la municipalité de Syra d'une magnifique maison située sur la meilleure place d'Hermoupolis. Cette maison, une des plus belles de Syra, et qui n'est autre que l'ancien casino sera aussitôt transformée en Hôtel-de-Ville. M. Scouloudis a adressé une lettre à M. le maire d'Hermoupolis pour lui faire part de cette donation. (21, 395, 241, 522)
annonces-title: ANNONCES. (1036, 33, 1277, 57)
article-paragraph: Vera Zassoulitch partit devant la cour d'assises le 12 avril suivant. Les hommes les plus illustres de la Russie assistaient aux débats. Les jurés étaient en grande partie des fonctionnaires. L'avocat Alexandrof prononça une magnifique plaidoirie, et Vera Zassoulitch fut acquittée et mise en liberté. (21, 1830, 241, 1929)
avis-label: AVIS. (1140, 909, 1173, 924)
actions-table (791, 987, 1020, 1101)
table-row: 3 h. du soir... 11.32 (846, 940, 1018, 952)
article-paragraph: Le 5 février 1878, dans la matinée, le général Trépof, préfet de Saint-Pétersbourg, recevait des personnes qui venaient lui présenter des pétitions. Une jeune femme, venue sous prétexte de lui présenter, elle aussi, une pétition, fit feu sur lui avec un petit pistolet de poche bull dog qu'elle avait sous sa mantille. La balle blessa le général au flanc gauche et pénétra dans les intestins, mais sans y causer de danger. (21, 1042, 241, 1184)
article-paragraph: L'attentat et le procès Vera Zassoulitch avaient été considérés avec raison comme des symptômes graves ; mais les faits devaient être suivis par d'autres qui révélèrent de plus en plus combien la plaie était profonde. (257, 65, 498, 136)
article-paragraph: « Nous n'avons encore fait que commencer à frapper quelques coups ; et nous avons vu trembler la terre sous leurs pieds. Ils regardent avec épouvante l'abîme s'ouvrir à leurs yeux effarés. Contre qui peuvent-ils lutter ? Contre qui doivent-ils se défendre ? (514, 1989, 776, 2074)
article-paragraph: Conduit à la chancellerie de la préfecture de Saint-Pétersbourg, il dit d'abord se nommer Sokolof et être employé surnuméraire au ministère des finances. A peine fut-il entré dans la chancellerie, qu'il fut pris de vomissements violents, lesquels durèrent une demi-heure. On le fouilla, et l'on trouva sur lui, fixée à son flanc avec de la cire, une sorte de pilule qui contenait une poudre blanche cristalline. Cette circonstance, jointe aux vomissements et à la dilatation des pupilles, fit supposer que l'assassin s'était empoisonné. On prit toutes les mesures nécessaires pour déterminer la nature du poison, et des médecins lui prodiguèrent leurs soins. L'analyse chimique du contenu de la pilule et des objets vomis par le prisonnier révéla que le premier contenait du cyanure de potassium ; et que cette substance se trouvait aussi dans les matières rejetées par le vomissement. (514, 1094, 776, 1335)
article-paragraph: Le nihilisme sanguinaire est dirigé par une petite congrégation mystérieuse que a pris un nom célèbre dans les révolutions russes : celui de « Comité exécutif ». Ce comité est un vrai tribunal secret, une nouvelle Sainte-Vehme. Il juge, condamne et fait exécuter des sentences dans le plus impénétrable mystère. Ce comité se considère évidemment comme un tribunal constitué et légal. Les termes mêmes dont il se sert démontrent qu'il croit remplir une tâche. Pour définir les assassinats qu'il fait commettre, il emploie le verbe kaznit, qui signifie non pas seulement tuer, mais punir de mort en vertu d'un jugement régulier ; justicier. Les assassins sont appelés kaznitéli, c'est-à-dire exécuteurs d'arrêts de justice ; chaque meurtre est qualifié kazn, c'est-à-dire châtiment, supplice ordonné par la loi. Il juge, en premier lieu, les espions du parti et les traîtres de la cause ; ensuite, les fonctionnaires qui font le plus obstacle au triomphe de la cause ; c'est-à-dire les gouverneurs, les préfets de police, les procureurs de la couronne, les recteurs de l'Université, les gendarmes, etc., tous ces gens-là sont condamnés sans être entendus, et pour eux il n'y a plus d'espérance. » (791, 438, 1020, 821)
article-paragraph: Puis eut lieu, toujours à Kiev, l'assassinat de l'officier de gendarmerie Heyking. Cet autre attentat se produisit aussi dans l'une des rues les plus fréquentées, au beau milieu du jour. Le baron Heyking reçut un coup de pistolet, perdit connaissance et mourut peu après. Cette fois, l'arme ne fut plus le pistolet, mais le poignard. Un ouvrier qui voulut arrêter l'assassin reçut un coup de pistolet et resta étendu mort sur la place. Heyking mourut le lendemain au milieu d'atroces douleurs. On ne découvrit point les traces de l'assassin ; mais les journaux clandestins des nihilistes russes annoncèrent peu après que le chef de la gendarmerie avait été frappé, « justicié », en exécution de la sentence d'un « Comité exécutif ». (257, 659, 498, 886)
ad-company: COMPAGNIES ANONYMES FRANÇAISES (1328, 184, 1573, 227)
line-heading: Ligne de Haïdar-Pacha. (1382, 978, 1518, 991)
ad-paragraph: Le yali du feu Djezaerli Oglou à Yeni-keuy et ses dépendances appartenant par ordre de Sa Majesté le Sultan à l'École supérieure de commerce ottomane, est mis en vente. — Pour informations, s'adresser à l'administrateur des Ecoles supérieures de l'Empire, à Galata-Séraï, au directeur de l'École supérieure de commerce ottomane, M. F. G. Ecrivain, ainsi qu'au Ministère de l'Instruction publique, tous les jours, à l'exception des vendredi et dimanche, de 1 à 3 heures de l'après-midi. (1036, 406, 1277, 562)
subheading: AFFAIRE GARTKOF. (594, 507, 696, 517)
ad-heading: MINISTÈRE IMPÉRIAL DE L'INSTRUCTION PUBLIQUE. (1036, 374, 1276, 401)
table-row: TOTAL Fr. 12,086,880 (1295, 633, 1606, 645)
vapeurs-list: D'Alexandrie autrichien Espero, cap. Colombo, march. pour ici. — De Pirée italien Mediterraneo, cap. Feroni, march. pour ici. — De Londre anglais Gamma, cap. Joy, march. pour ici. — De Salonique autrichien Flora, cap. Deperis, lest pour ici. (791, 1216, 1020, 1278)
mouvement-intro: Revue quotidienne des arrivées et départs des bateaux à vapeur et bâtiments à voiles. (795, 1143, 1017, 1171)
ad-paragraph: Les offres seront reçues les jeudi et les lundi au siège de la Compagnie. Les concurrents sont requis de se présenter avec leurs garants. Cons/ple le 31 janvier 1880 (v.s.). (1036, 1240, 1277, 1297)
news-paragraph: La nouvelle se confirme que plusieurs capitalistes à la tête desquels MM. Syngros, Voaro et Scouloudis, auraient l'intention de proposer au gouvernement d'affermer pour cinq ans, et pour la somme de vingt millions, les douanes de l'Etat, qui ne rapportent aujourd'hui que 13,000,000 y compris les frais d'administration. Le gouvernement aurait un bénéfice de plusieurs millions par an. (21, 33, 241, 174)
table-row: Dette Générale 5% Ouv. du m... 11.32 (791, 897, 1020, 911)
ad-admin: ADMINISTRATION (1097, 1074, 1215, 1088)
steamship-icon (1074, 1312, 1239, 1378)
table-row: » du Crédit Général... c.d. 20 (793, 1030, 1018, 1042)
benefices-table (1293, 508, 1607, 565)
news-paragraph: Les négociants d'Athènes ont résolu, d'un commun accord, de tenir leurs magasins fermés le dimanche. Aussi dimanche dernier tous les magasins de la capitale étaient fermés depuis le matin. (21, 720, 241, 791)
subheading: AFFAIRE MESENTZEF (322, 895, 433, 906)
column-3 (507, 28, 784, 2260)
line-heading: Ligne de Cadikeui. (1395, 1119, 1505, 1132)
agent-name: M. J. ALBINI. (1413, 660, 1488, 674)
article-paragraph: Elle avait vengé une atroce injure faite par le préfet de Pétersbourg à un condamné politique nommé Bogolioubof. Ce Bogolioubof n'était ni le parent, ni l'amant, ni l'ami de Vera Zassoulitch. C'était un jeune révolutionnaire qui avait pris part à une échauffourée ou démonstration populaire faite sur la place de la cathédrale de Kasan, un peu avant qu'éclatât la guerre avec la Turquie, et dont l'appareil avait été organisé en faveur de Tchernicewski. Bogolioubof avait été condamné aux travaux forcés. Pendant sa détention dans la maison de détention préventive, le général Trépof, se trouvant dans la cour de la prison, crut remarquer que le condamné ne le saluait pas ; il lui fit infliger, en présence des autres prisonniers, une punition corporelle, et le fit battre de verges dans les prisons de Saint-Pétersbourg pour ne pas avoir levé son chapeau devant le préfet. (21, 1221, 241, 1519)
avis-label: AVIS. (1140, 84, 1173, 99)
bourse-table (791, 897, 1020, 982)
ad-company: CHIRKET-I-HAIRIÉ (1065, 887, 1248, 906)
ad-paragraph: Les personnes qui désirent participer à ces adjudications sont invitées de s'adresser à la commission des employés. Le 13/25 février 1880. (1036, 727, 1277, 769)
ad-paragraph: L'administration du Chirket-i-Hairié met en vente ses enghères publiques 2250 ocques environ vieux cuivres de doublage; 1500 ocques environ vieux tuyaux en bronze; 1300 ocques environ vieux clous de doublage, se trouvant à son dépôt à Haskeui. (1036, 928, 1277, 1013)
news-paragraph: Un vice-consulat a été institué à Marianopoli en Russie. M. Tzantzarko en a été nommé titulaire. M. Malatesta a été nommé agent consulaire de l'agence instituée à Myriophytos (district de Gallipoli). (21, 645, 241, 716)
